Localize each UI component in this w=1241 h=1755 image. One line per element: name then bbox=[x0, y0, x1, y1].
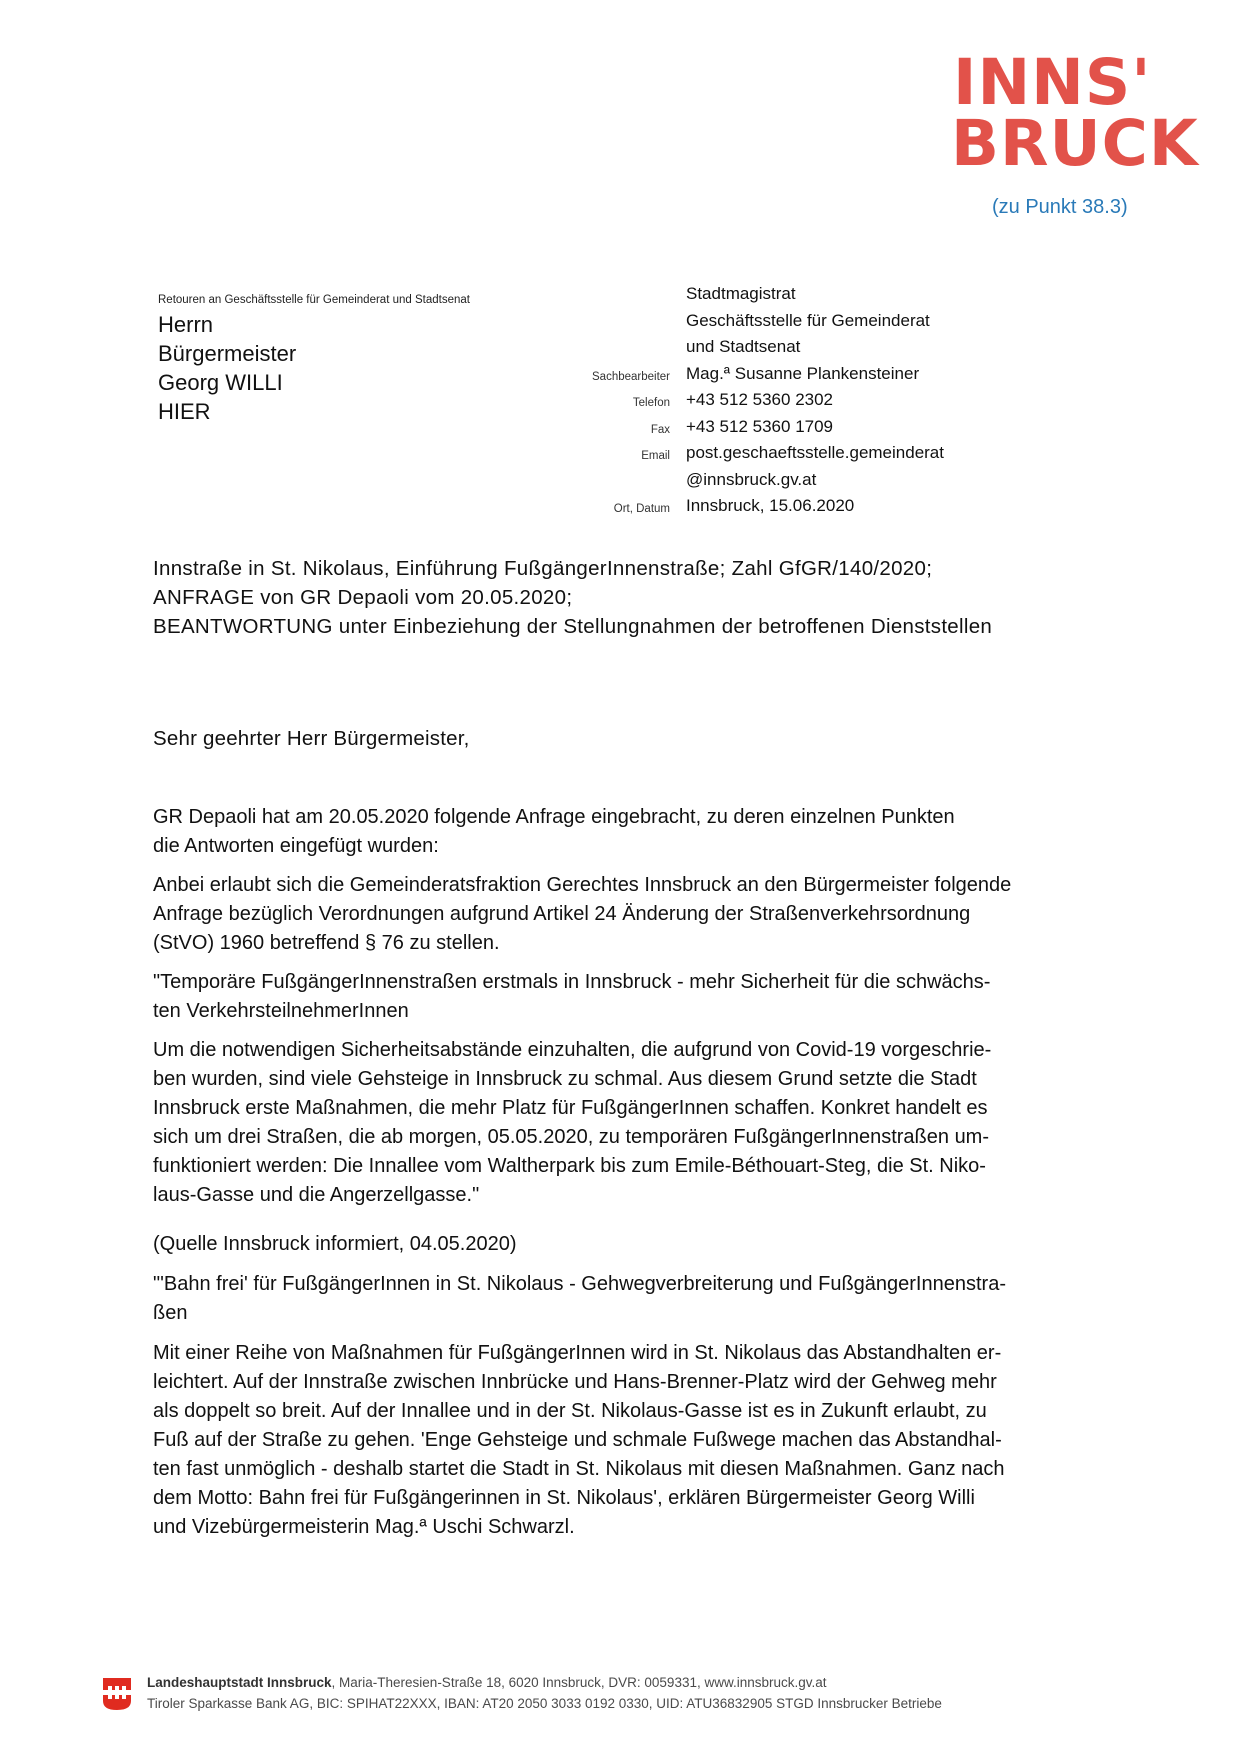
text-line: ßen bbox=[153, 1302, 188, 1324]
paragraph-source bbox=[153, 1230, 1123, 1259]
sender-row-value: und Stadtsenat bbox=[686, 337, 801, 356]
clerk-label: Sachbearbeiter bbox=[592, 370, 670, 383]
sender-row-value: Geschäftsstelle für Gemeinderat bbox=[686, 310, 930, 330]
agenda-point-reference: (zu Punkt 38.3) bbox=[992, 196, 1128, 218]
text-line: und Vizebürgermeisterin Mag.ª Uschi Schwarzl. bbox=[153, 1516, 575, 1538]
salutation: Sehr geehrter Herr Bürgermeister, bbox=[153, 727, 470, 750]
logo-line-1: INNS' bbox=[953, 46, 1152, 119]
recipient-line: Herrn bbox=[158, 312, 214, 337]
phone-label: Telefon bbox=[632, 397, 670, 409]
footer-org-name: Landeshauptstadt Innsbruck bbox=[147, 1675, 332, 1690]
place-date-label: Ort, Datum bbox=[613, 503, 670, 515]
text-line: ben wurden, sind viele Gehsteige in Innsbruck zu schmal. Aus diesem Grund setzte die Stadt bbox=[153, 1068, 977, 1090]
paragraph-request bbox=[153, 871, 1123, 958]
text-line: die Antworten eingefügt wurden: bbox=[153, 835, 439, 857]
paragraph-quote-body-1 bbox=[153, 1036, 1123, 1210]
footer-line-1 bbox=[147, 1672, 942, 1693]
innsbruck-logo bbox=[951, 46, 1199, 180]
recipient-block bbox=[158, 310, 296, 426]
text-line: "Temporäre FußgängerInnenstraßen erstmals in Innsbruck - mehr Sicherheit für die schwächs- bbox=[153, 971, 991, 993]
sender-row-value: Stadtmagistrat bbox=[686, 284, 796, 303]
paragraph-quote-body-2 bbox=[153, 1339, 1123, 1542]
text-line: Um die notwendigen Sicherheitsabstände einzuhalten, die aufgrund von Covid-19 vorgeschrie- bbox=[153, 1039, 992, 1061]
paragraph-quote-title-2 bbox=[153, 1270, 1123, 1328]
place-date-value: Innsbruck, 15.06.2020 bbox=[686, 496, 855, 515]
text-line: Innsbruck erste Maßnahmen, die mehr Platz für FußgängerInnen schaffen. Konkret handelt es bbox=[153, 1097, 988, 1119]
email-address-part-2: @innsbruck.gv.at bbox=[686, 469, 817, 489]
text-line: ten fast unmöglich - deshalb startet die Stadt in St. Nikolaus mit diesen Maßnahmen. Ganz nach bbox=[153, 1458, 1005, 1480]
fax-label: Fax bbox=[650, 423, 670, 436]
text-line: dem Motto: Bahn frei für Fußgängerinnen in St. Nikolaus', erklären Bürgermeister Georg Willi bbox=[153, 1487, 975, 1509]
innsbruck-coat-of-arms-icon bbox=[102, 1674, 132, 1712]
text-line: Anbei erlaubt sich die Gemeinderatsfraktion Gerechtes Innsbruck an den Bürgermeister folgende bbox=[153, 874, 1012, 896]
text-line: (StVO) 1960 betreffend § 76 zu stellen. bbox=[153, 932, 500, 954]
text-line: (Quelle Innsbruck informiert, 04.05.2020) bbox=[153, 1233, 517, 1255]
recipient-line: Georg WILLI bbox=[158, 370, 283, 395]
email-address-part-1: post.geschaeftsstelle.gemeinderat bbox=[686, 443, 944, 462]
subject-line: Innstraße in St. Nikolaus, Einführung FußgängerInnenstraße; Zahl GfGR/140/2020; bbox=[153, 557, 933, 580]
return-address-line: Retouren an Geschäftsstelle für Gemeinderat und Stadtsenat bbox=[158, 294, 470, 306]
text-line: sich um drei Straßen, die ab morgen, 05.05.2020, zu temporären FußgängerInnenstraßen um- bbox=[153, 1126, 990, 1148]
text-line: Fuß auf der Straße zu gehen. 'Enge Gehsteige und schmale Fußwege machen das Abstandhal- bbox=[153, 1429, 1002, 1451]
phone-number: +43 512 5360 2302 bbox=[686, 390, 834, 409]
text-line: funktioniert werden: Die Innallee vom Waltherpark bis zum Emile-Béthouart-Steg, die St. Niko- bbox=[153, 1155, 986, 1177]
subject-line: BEANTWORTUNG unter Einbeziehung der Stellungnahmen der betroffenen Dienststellen bbox=[153, 615, 993, 638]
paragraph-quote-title-1 bbox=[153, 968, 1123, 1026]
text-line: GR Depaoli hat am 20.05.2020 folgende Anfrage eingebracht, zu deren einzelnen Punkten bbox=[153, 806, 955, 828]
footer-text bbox=[147, 1672, 942, 1714]
fax-number: +43 512 5360 1709 bbox=[686, 416, 834, 436]
paragraph-intro bbox=[153, 803, 1123, 861]
text-line: laus-Gasse und die Angerzellgasse." bbox=[153, 1184, 480, 1206]
email-label: Email bbox=[641, 450, 670, 462]
text-line: ten VerkehrsteilnehmerInnen bbox=[153, 1000, 409, 1022]
text-line: leichtert. Auf der Innstraße zwischen Innbrücke und Hans-Brenner-Platz wird der Gehweg mehr bbox=[153, 1371, 997, 1393]
text-line: Anfrage bezüglich Verordnungen aufgrund Artikel 24 Änderung der Straßenverkehrsordnung bbox=[153, 903, 971, 925]
text-line: "'Bahn frei' für FußgängerInnen in St. Nikolaus - Gehwegverbreiterung und FußgängerInnenstra- bbox=[153, 1273, 1006, 1295]
subject-line: ANFRAGE von GR Depaoli vom 20.05.2020; bbox=[153, 586, 573, 609]
clerk-name: Mag.ª Susanne Plankensteiner bbox=[686, 363, 920, 383]
subject-block bbox=[153, 554, 992, 641]
text-line: als doppelt so breit. Auf der Innallee und in der St. Nikolaus-Gasse ist es in Zukunft erlaubt, zu bbox=[153, 1400, 987, 1422]
recipient-line: Bürgermeister bbox=[158, 341, 297, 366]
footer-address: , Maria-Theresien-Straße 18, 6020 Innsbruck, DVR: 0059331, www.innsbruck.gv.at bbox=[331, 1675, 827, 1690]
text-line: Mit einer Reihe von Maßnahmen für FußgängerInnen wird in St. Nikolaus das Abstandhalten er- bbox=[153, 1342, 1002, 1364]
logo-line-2: BRUCK bbox=[951, 107, 1199, 180]
footer-line-2: Tiroler Sparkasse Bank AG, BIC: SPIHAT22XXX, IBAN: AT20 2050 3033 0192 0330, UID: ATU36832905 STGD Innsbrucker Betriebe bbox=[147, 1696, 942, 1711]
recipient-line: HIER bbox=[158, 399, 211, 424]
